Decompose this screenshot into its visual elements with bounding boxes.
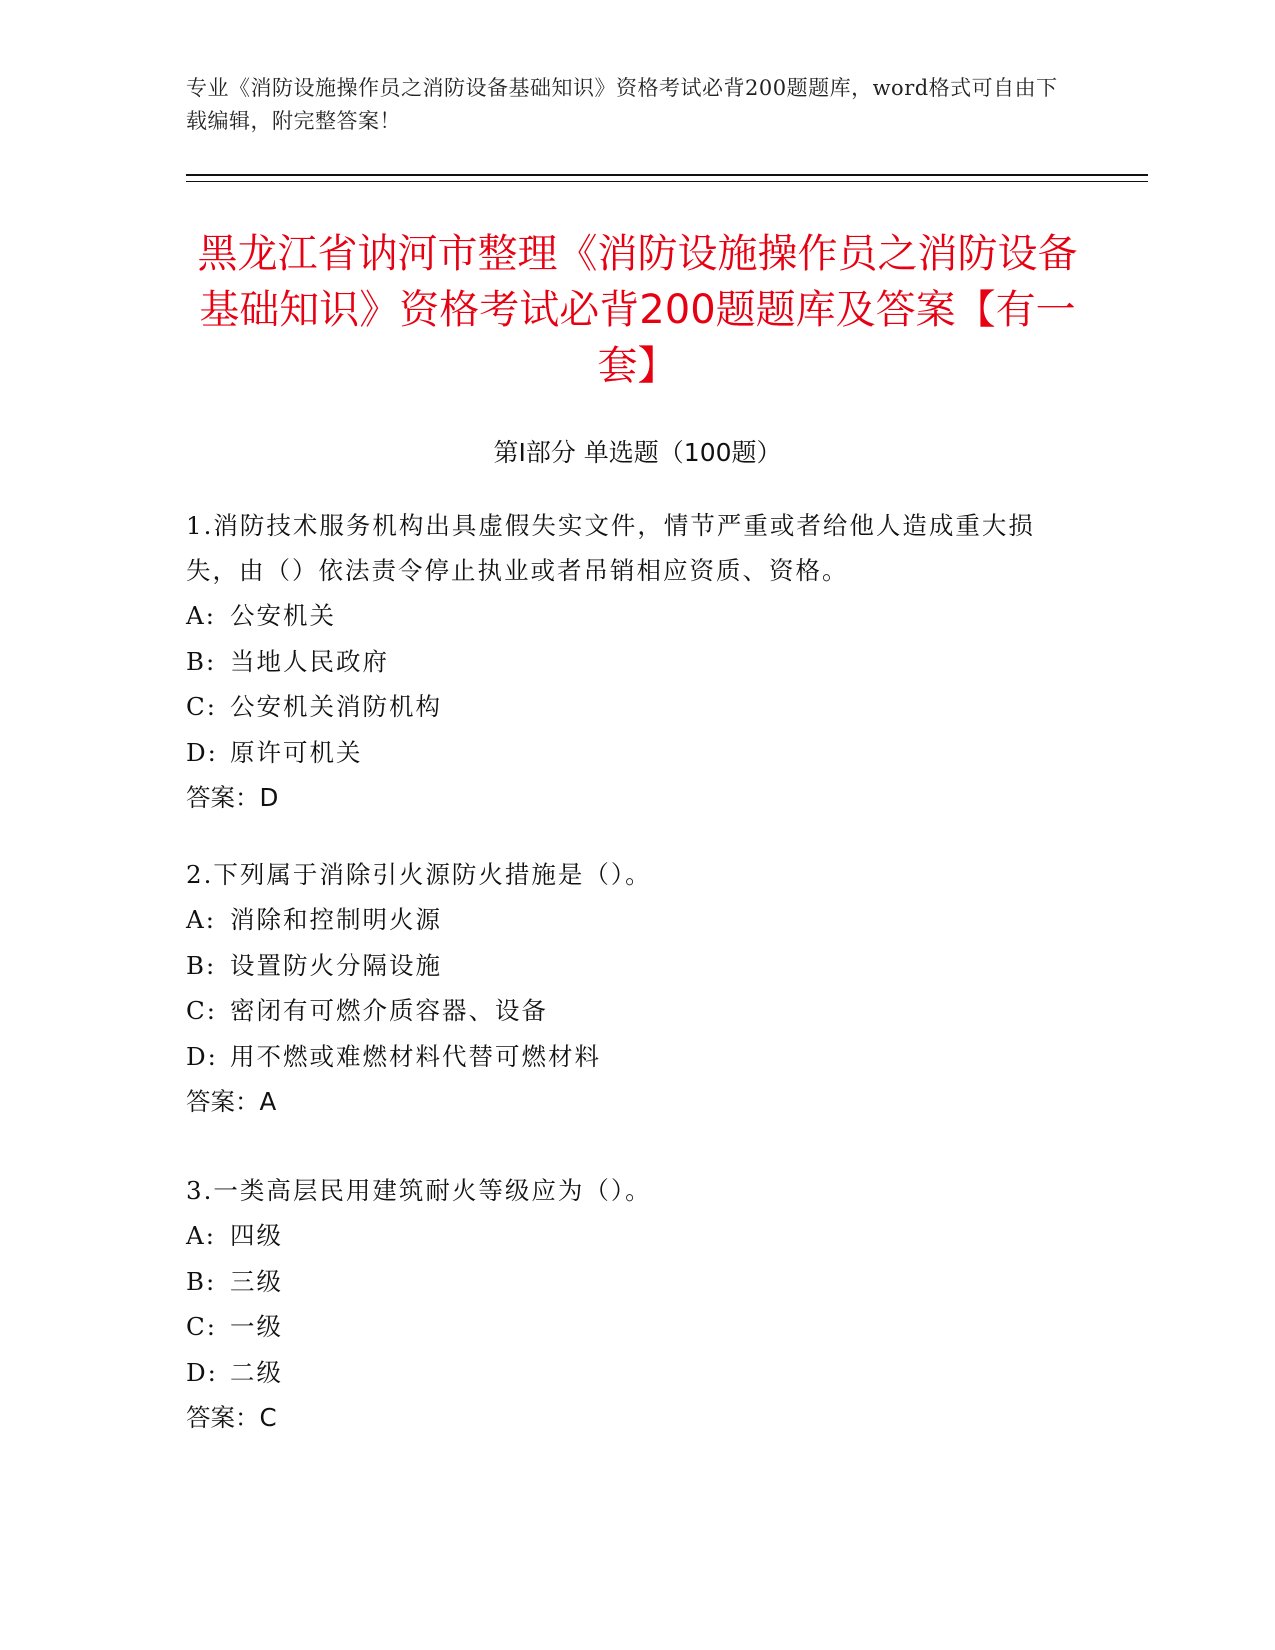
option-letter: C:: [186, 1312, 218, 1341]
option-c: [186, 988, 1066, 1034]
option-text: 设置防火分隔设施: [230, 950, 442, 980]
option-a: [186, 593, 1066, 639]
question-3: [186, 1168, 1066, 1440]
option-text: 二级: [230, 1357, 283, 1387]
option-b: [186, 1259, 1066, 1305]
option-a: [186, 897, 1066, 943]
option-text: 三级: [230, 1266, 283, 1296]
option-c: [186, 1304, 1066, 1350]
answer-line: 答案：A: [186, 1087, 277, 1116]
option-d: [186, 730, 1066, 776]
option-b: [186, 943, 1066, 989]
option-d: [186, 1350, 1066, 1396]
option-letter: C:: [186, 692, 218, 721]
question-stem: 1.消防技术服务机构出具虚假失实文件，情节严重或者给他人造成重大损失，由（）依法责令停止执业或者吊销相应资质、资格。: [186, 511, 1035, 585]
option-letter: D:: [186, 1041, 218, 1071]
section-title: 第I部分 单选题（100题）: [493, 438, 782, 467]
option-c: [186, 684, 1066, 730]
header-divider-thick: [186, 174, 1148, 176]
option-text: 公安机关: [230, 601, 336, 630]
option-letter: D:: [186, 737, 218, 767]
option-text: 密闭有可燃介质容器、设备: [230, 996, 548, 1025]
option-d: [186, 1034, 1066, 1080]
option-letter: A:: [186, 1221, 216, 1250]
option-text: 用不燃或难燃材料代替可燃材料: [230, 1041, 601, 1071]
option-text: 公安机关消防机构: [230, 692, 442, 721]
option-letter: B:: [186, 646, 217, 676]
option-letter: B:: [186, 950, 217, 980]
option-text: 当地人民政府: [230, 646, 389, 676]
header-note: 专业《消防设施操作员之消防设备基础知识》资格考试必背200题题库，word格式可自由下载编辑，附完整答案！: [186, 76, 1058, 133]
question-stem: 3.一类高层民用建筑耐火等级应为（）。: [186, 1176, 652, 1205]
answer-line: 答案：D: [186, 783, 279, 812]
option-b: [186, 639, 1066, 685]
option-text: 四级: [230, 1221, 283, 1250]
document-title: 黑龙江省讷河市整理《消防设施操作员之消防设备基础知识》资格考试必背200题题库及答案【有一套】: [197, 231, 1078, 389]
question-2: [186, 852, 1066, 1124]
option-letter: C:: [186, 996, 218, 1025]
question-1: [186, 503, 1066, 820]
option-letter: A:: [186, 905, 216, 934]
answer-line: 答案：C: [186, 1403, 277, 1432]
option-letter: B:: [186, 1266, 217, 1296]
option-letter: D:: [186, 1357, 218, 1387]
option-text: 消除和控制明火源: [230, 905, 442, 934]
option-text: 一级: [230, 1312, 283, 1341]
option-a: [186, 1213, 1066, 1259]
option-text: 原许可机关: [230, 737, 363, 767]
option-letter: A:: [186, 601, 216, 630]
header-divider-thin: [186, 181, 1148, 182]
question-stem: 2.下列属于消除引火源防火措施是（）。: [186, 860, 652, 889]
